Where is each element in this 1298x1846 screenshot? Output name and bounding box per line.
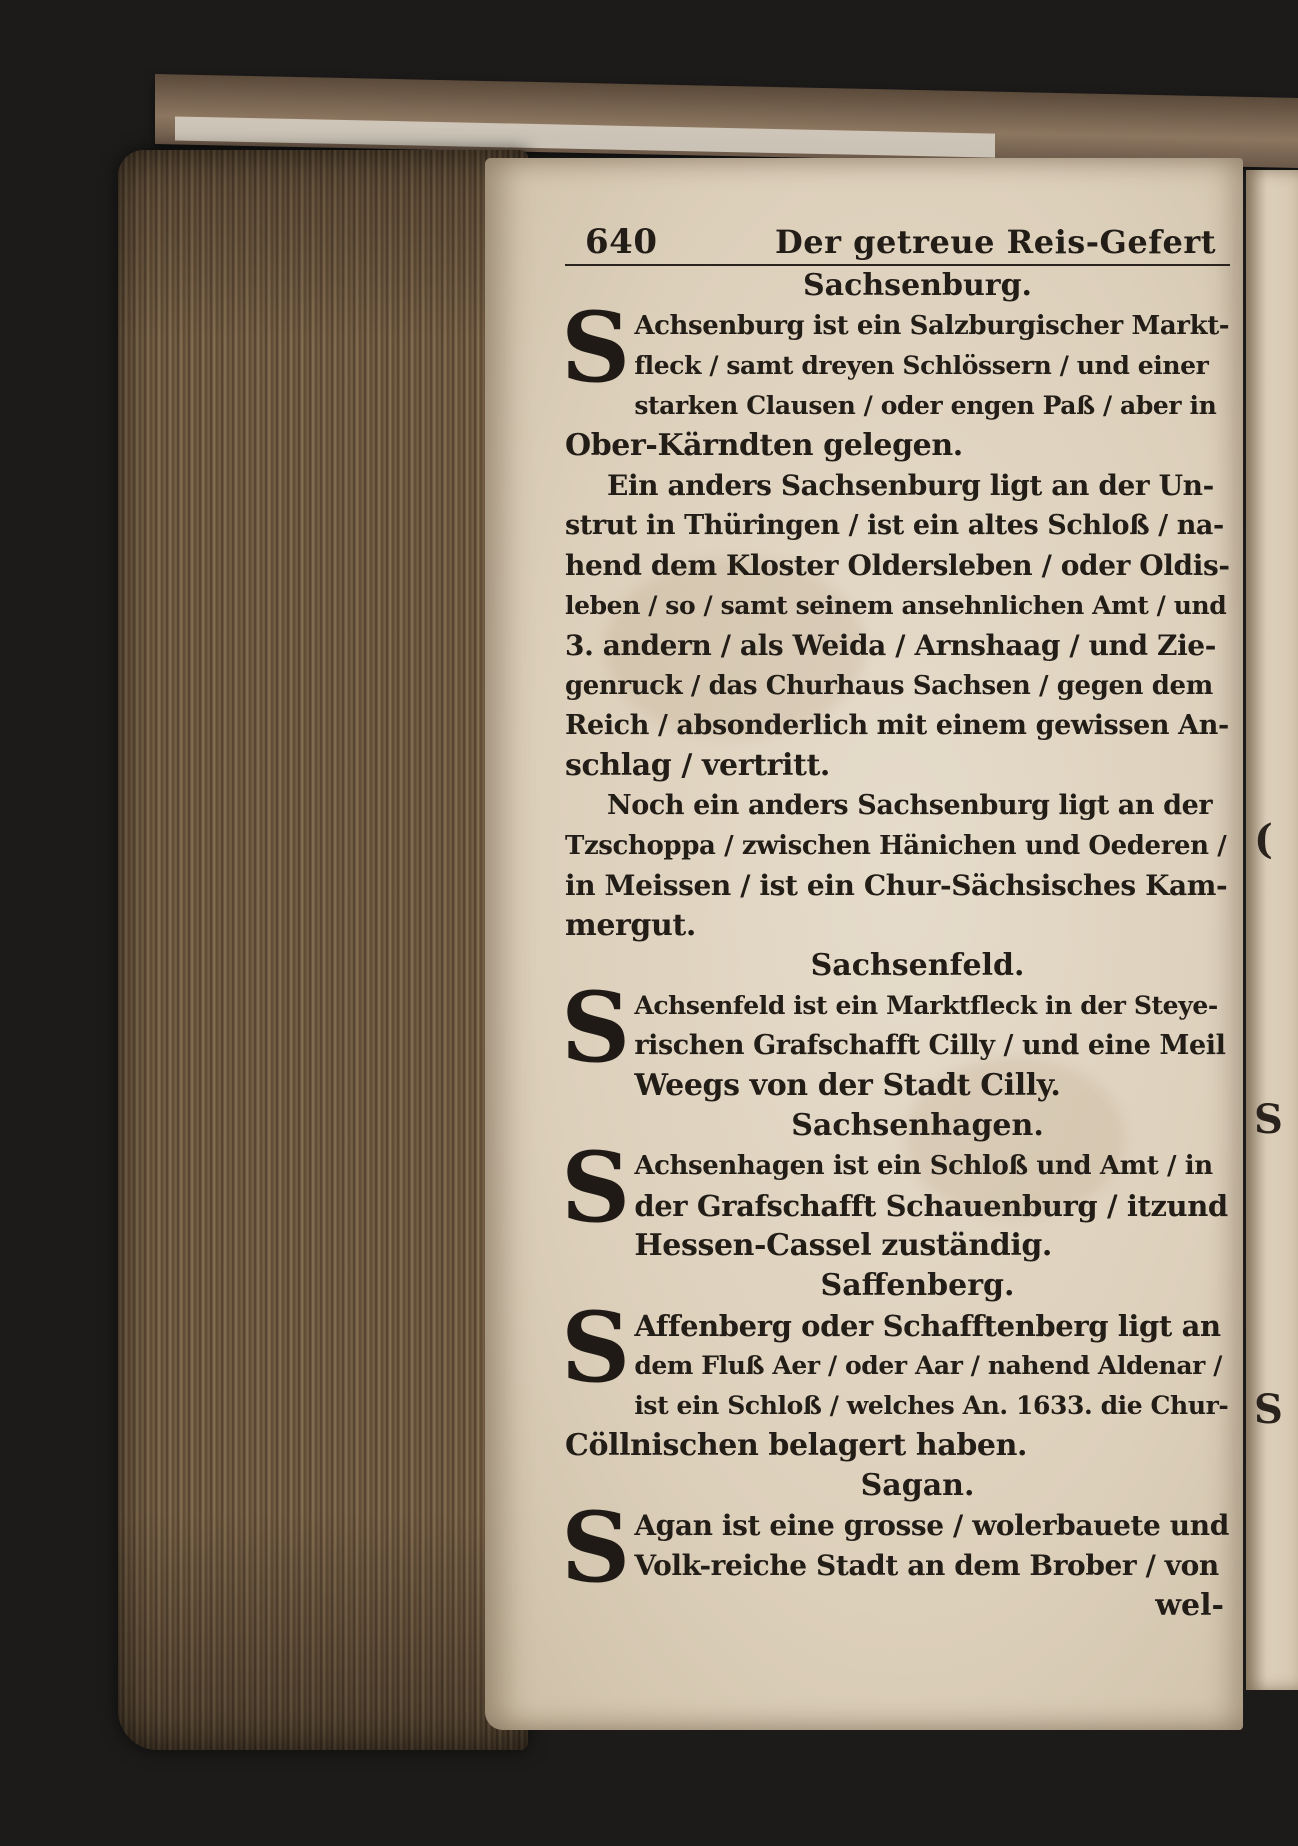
drop-initial: S bbox=[561, 1291, 631, 1404]
entry-heading: Sachsenburg. bbox=[803, 268, 1032, 303]
text-line: genruck / das Churhaus Sachsen / gegen dem bbox=[565, 671, 1213, 701]
text-line: in Meissen / ist ein Chur-Sächsisches Kam- bbox=[565, 869, 1228, 902]
entry-saffenberg bbox=[561, 1266, 1230, 1466]
text-line: Cöllnischen belagert haben. bbox=[565, 1428, 1028, 1463]
text-line: leben / so / samt seinem ansehnlichen Amt / und bbox=[565, 591, 1227, 620]
page-stack-edge bbox=[118, 150, 528, 1750]
text-line: 3. andern / als Weida / Arnshaag / und Zie- bbox=[565, 629, 1216, 662]
text-line: fleck / samt dreyen Schlössern / und einer bbox=[634, 351, 1209, 380]
text-line: schlag / vertritt. bbox=[565, 748, 830, 783]
text-line: strut in Thüringen / ist ein altes Schloß / na- bbox=[565, 510, 1224, 541]
running-head bbox=[565, 222, 1230, 266]
facing-page-fragment: ( S S bbox=[1246, 170, 1298, 1690]
page-text bbox=[561, 222, 1230, 1626]
drop-initial: S bbox=[561, 1131, 631, 1244]
entry-heading: Sachsenhagen. bbox=[791, 1108, 1044, 1143]
catchword: wel- bbox=[1155, 1588, 1224, 1623]
text-line: Achsenburg ist ein Salzburgischer Markt- bbox=[634, 311, 1230, 341]
entry-heading: Sachsenfeld. bbox=[810, 948, 1025, 983]
entry-heading: Sagan. bbox=[860, 1468, 975, 1503]
text-line: Reich / absonderlich mit einem gewissen An- bbox=[565, 710, 1229, 741]
text-line: rischen Grafschafft Cilly / und eine Meil bbox=[634, 1030, 1226, 1061]
drop-initial: S bbox=[561, 971, 631, 1084]
entry-sagan bbox=[561, 1466, 1230, 1604]
entry-sachsenhagen bbox=[561, 1106, 1230, 1266]
text-line: Affenberg oder Schafftenberg ligt an bbox=[634, 1309, 1221, 1343]
text-line: Ein anders Sachsenburg ligt an der Un- bbox=[607, 469, 1214, 502]
text-line: dem Fluß Aer / oder Aar / nahend Aldenar / bbox=[634, 1351, 1222, 1380]
text-line: Ober-Kärndten gelegen. bbox=[565, 428, 963, 463]
text-line: Noch ein anders Sachsenburg ligt an der bbox=[607, 790, 1213, 821]
text-line: der Grafschafft Schauenburg / itzund bbox=[634, 1189, 1228, 1223]
text-line: Achsenhagen ist ein Schloß und Amt / in bbox=[634, 1151, 1213, 1181]
page-number: 640 bbox=[585, 222, 658, 262]
running-title: Der getreue Reis-Gefert bbox=[775, 223, 1216, 261]
text-line: Volk-reiche Stadt an dem Brober / von bbox=[634, 1549, 1219, 1582]
drop-initial: S bbox=[561, 1491, 631, 1604]
text-line: starken Clausen / oder engen Paß / aber in bbox=[634, 391, 1217, 420]
text-line: Weegs von der Stadt Cilly. bbox=[634, 1068, 1061, 1103]
drop-initial: S bbox=[561, 291, 631, 404]
text-line: Achsenfeld ist ein Marktfleck in der Steye- bbox=[634, 991, 1218, 1020]
text-line: Tzschoppa / zwischen Hänichen und Oederen / bbox=[565, 831, 1227, 861]
text-line: Hessen-Cassel zuständig. bbox=[634, 1228, 1052, 1263]
text-line: hend dem Kloster Oldersleben / oder Oldis- bbox=[565, 549, 1230, 582]
text-line: ist ein Schloß / welches An. 1633. die Chur- bbox=[634, 1391, 1229, 1420]
text-line: mergut. bbox=[565, 908, 696, 943]
text-line: Agan ist eine grosse / wolerbauete und bbox=[634, 1509, 1229, 1542]
entry-sachsenburg bbox=[561, 266, 1230, 946]
entry-sachsenfeld bbox=[561, 946, 1230, 1106]
entry-heading: Saffenberg. bbox=[820, 1268, 1015, 1303]
